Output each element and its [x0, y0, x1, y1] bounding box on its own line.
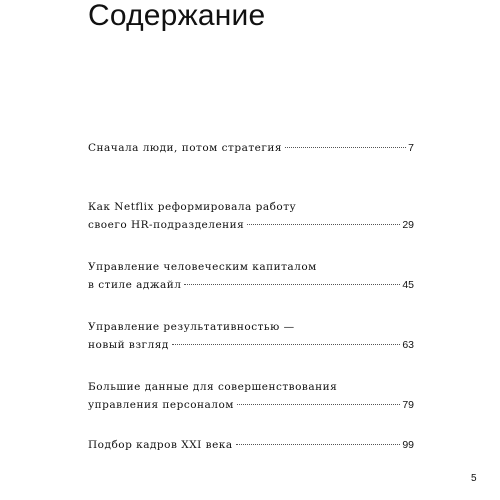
toc-entry-line — [88, 396, 414, 414]
toc-entry — [88, 436, 414, 454]
toc-entry — [88, 318, 414, 354]
toc-entry-title: Управление человеческим капиталом — [88, 261, 317, 273]
toc-entry-line — [88, 276, 414, 294]
page-title: Содержание — [88, 0, 266, 32]
dot-leader — [285, 147, 406, 148]
toc-entry-line — [88, 198, 414, 216]
toc-entry-page: 7 — [408, 142, 414, 154]
toc-entry-title: в стиле аджайл — [88, 279, 182, 291]
toc-entry-page: 45 — [402, 279, 414, 291]
toc-entry-line — [88, 139, 414, 157]
toc-entry-title: своего HR-подразделения — [88, 219, 245, 231]
toc-entry-page: 79 — [402, 399, 414, 411]
toc-entry — [88, 258, 414, 294]
toc-entry-line — [88, 258, 414, 276]
toc-entry-page: 29 — [402, 219, 414, 231]
toc-entry-line — [88, 436, 414, 454]
toc-entry-line — [88, 318, 414, 336]
toc-entry — [88, 139, 414, 157]
toc-entry-page: 63 — [402, 339, 414, 351]
toc-entry-page: 99 — [402, 439, 414, 451]
dot-leader — [247, 224, 400, 225]
toc-entry-line — [88, 216, 414, 234]
dot-leader — [184, 284, 400, 285]
toc-entry-title: Управление результативностью — — [88, 321, 295, 333]
page-number: 5 — [471, 473, 477, 484]
dot-leader — [172, 344, 400, 345]
dot-leader — [236, 444, 401, 445]
dot-leader — [237, 404, 400, 405]
toc-entry-title: новый взгляд — [88, 339, 169, 351]
toc-entry-line — [88, 336, 414, 354]
toc-entry-title: управления персоналом — [88, 399, 234, 411]
toc-entry-title: Как Netflix реформировала работу — [88, 201, 297, 213]
toc-entry-title: Сначала люди, потом стратегия — [88, 142, 282, 154]
toc-entry-line — [88, 378, 414, 396]
toc-entry — [88, 378, 414, 414]
toc-entry — [88, 198, 414, 234]
toc-entry-title: Подбор кадров XXI века — [88, 439, 233, 451]
toc-entry-title: Большие данные для совершенствования — [88, 381, 338, 393]
